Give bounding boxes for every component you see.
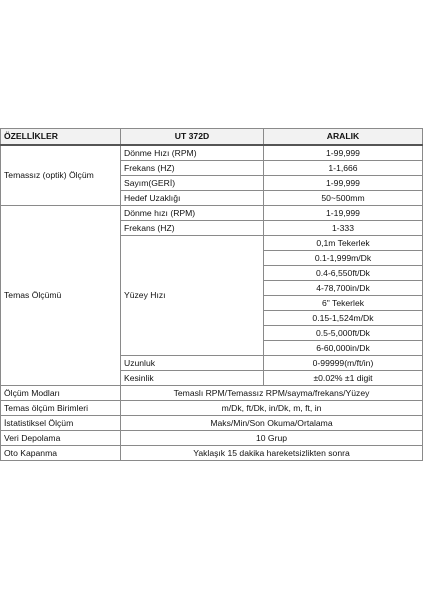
row-value: Maks/Min/Son Okuma/Ortalama <box>121 416 423 431</box>
row-value: 0.5-5,000ft/Dk <box>264 326 423 341</box>
row-name: Dönme hızı (RPM) <box>121 206 264 221</box>
header-range: ARALIK <box>264 129 423 146</box>
table-row <box>1 206 423 221</box>
row-value: 0-99999(m/ft/in) <box>264 356 423 371</box>
header-model: UT 372D <box>121 129 264 146</box>
row-name: Dönme Hızı (RPM) <box>121 145 264 161</box>
row-value: 0.15-1,524m/Dk <box>264 311 423 326</box>
row-value: 1-99,999 <box>264 145 423 161</box>
row-value: Temaslı RPM/Temassız RPM/sayma/frekans/Yüzey <box>121 386 423 401</box>
row-name: İstatistiksel Ölçüm <box>1 416 121 431</box>
row-value: 1-333 <box>264 221 423 236</box>
optical-group-label: Temassız (optik) Ölçüm <box>1 145 121 206</box>
row-value: ±0.02% ±1 digit <box>264 371 423 386</box>
row-value: Yaklaşık 15 dakika hareketsizlikten sonra <box>121 446 423 461</box>
row-name: Ölçüm Modları <box>1 386 121 401</box>
table-row <box>1 431 423 446</box>
row-name: Oto Kapanma <box>1 446 121 461</box>
spec-table <box>0 128 423 461</box>
row-value: 4-78,700in/Dk <box>264 281 423 296</box>
row-name: Veri Depolama <box>1 431 121 446</box>
row-value: 6" Tekerlek <box>264 296 423 311</box>
table-row <box>1 446 423 461</box>
row-value: m/Dk, ft/Dk, in/Dk, m, ft, in <box>121 401 423 416</box>
surface-speed-label: Yüzey Hızı <box>121 236 264 356</box>
row-name: Frekans (HZ) <box>121 161 264 176</box>
table-row <box>1 401 423 416</box>
table-row <box>1 386 423 401</box>
row-value: 1-19,999 <box>264 206 423 221</box>
row-name: Frekans (HZ) <box>121 221 264 236</box>
table-row <box>1 145 423 161</box>
row-value: 1-1,666 <box>264 161 423 176</box>
row-name: Hedef Uzaklığı <box>121 191 264 206</box>
row-value: 6-60,000in/Dk <box>264 341 423 356</box>
row-value: 0.1-1,999m/Dk <box>264 251 423 266</box>
row-name: Temas ölçüm Birimleri <box>1 401 121 416</box>
header-features: ÖZELLİKLER <box>1 129 121 146</box>
row-name: Uzunluk <box>121 356 264 371</box>
contact-group-label: Temas Ölçümü <box>1 206 121 386</box>
table-row <box>1 416 423 431</box>
row-value: 0,1m Tekerlek <box>264 236 423 251</box>
row-value: 1-99,999 <box>264 176 423 191</box>
row-value: 50~500mm <box>264 191 423 206</box>
header-row <box>1 129 423 146</box>
row-value: 0.4-6,550ft/Dk <box>264 266 423 281</box>
row-name: Kesinlik <box>121 371 264 386</box>
row-value: 10 Grup <box>121 431 423 446</box>
row-name: Sayım(GERİ) <box>121 176 264 191</box>
